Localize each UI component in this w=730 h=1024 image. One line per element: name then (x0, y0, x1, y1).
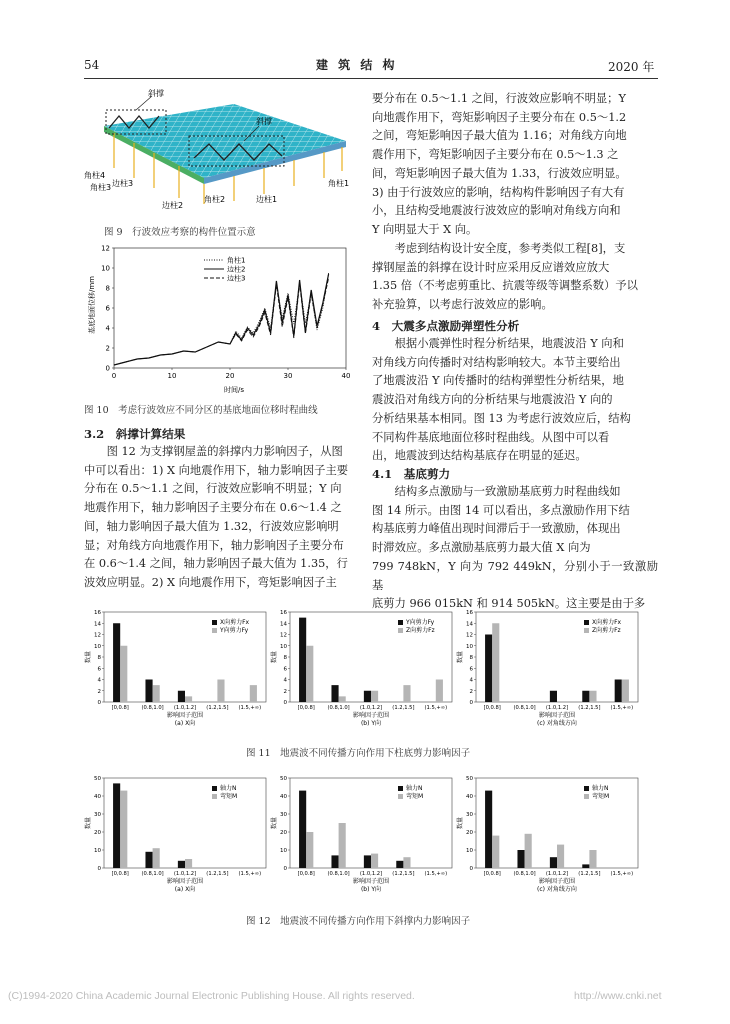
bar (185, 696, 192, 702)
left-column-text (84, 443, 360, 593)
bar-legend-label: 轴力N (592, 785, 609, 792)
bar-ytick-label: 14 (94, 621, 101, 628)
year: 2020 年 (608, 60, 655, 74)
bar (306, 832, 313, 868)
fig10-legend-label: 边柱2 (227, 265, 246, 274)
bar-legend-swatch (584, 794, 589, 799)
text-line: 时滞效应。多点激励基底剪力最大值 X 向为 (372, 541, 591, 555)
page-number: 54 (84, 58, 100, 72)
text-line: 震作用下，弯矩影响因子主要分布在 0.5～1.3 之 (372, 148, 619, 162)
bar-ytick-label: 50 (94, 776, 101, 782)
bar-ytick-label: 6 (97, 666, 101, 673)
bar-category-label: (0.8,1.0] (327, 871, 350, 877)
bar (492, 623, 499, 702)
bar-ytick-label: 12 (94, 632, 101, 639)
bar-ytick-label: 2 (283, 688, 287, 695)
bar-legend-swatch (212, 794, 217, 799)
text-line: 显；对角线方向地震作用下，轴力影响因子主要分布 (84, 538, 344, 552)
bar-ytick-label: 10 (466, 848, 473, 854)
bar-ytick-label: 0 (469, 700, 473, 706)
bar-ytick-label: 50 (466, 776, 473, 782)
fig12a-bar-chart (84, 772, 274, 904)
bar (299, 791, 306, 868)
text-line: 震波沿对角线方向的分析结果与地震波沿 Y 向的 (372, 393, 613, 407)
fig10-caption: 图 10 考虑行波效应不同分区的基底地面位移时程曲线 (84, 405, 318, 416)
bar-legend-swatch (398, 628, 403, 633)
fig10-xtick-label: 10 (167, 372, 177, 380)
bar-xlabel: 影响因子范围 (166, 712, 204, 719)
bar-ytick-label: 0 (283, 866, 287, 872)
bar-legend-swatch (398, 620, 403, 625)
bar (557, 845, 564, 868)
fig10-xtick-label: 40 (341, 372, 351, 380)
label-corner4: 角柱4 (84, 171, 106, 180)
bar-xlabel: 影响因子范围 (538, 878, 576, 885)
text-line: 间，弯矩影响因子最大值为 1.33，行波效应明显。 (372, 166, 627, 180)
bar-ytick-label: 10 (280, 643, 287, 650)
bar (217, 680, 224, 703)
fig10-series-line (114, 273, 329, 365)
bar (589, 691, 596, 702)
bar-ytick-label: 40 (280, 794, 287, 800)
fig10-ytick-label: 0 (105, 364, 110, 373)
text-line: 分布在 0.5～1.1 之间，行波效应影响不明显；Y 向 (84, 482, 342, 496)
text-line: 地震作用下，轴力影响因子主要分布在 0.6～1.4 之 (84, 501, 342, 515)
label-brace-right: 斜撑 (256, 117, 272, 126)
bar (371, 691, 378, 702)
bar-legend-label: 轴力N (220, 785, 237, 792)
bar (120, 791, 127, 868)
fig12b-bar-chart (270, 772, 460, 904)
bar-category-label: (0.8,1.0] (513, 705, 536, 711)
bar (403, 857, 410, 868)
bar (615, 680, 622, 703)
bar (550, 691, 557, 702)
label-side2: 边柱2 (162, 201, 184, 210)
bar-legend-swatch (584, 628, 589, 633)
bar-category-label: (0.8,1.0] (327, 705, 350, 711)
text-line: 了地震波沿 Y 向传播时的结构弹塑性分析结果，地 (372, 374, 624, 388)
fig11b-bar-chart (270, 606, 460, 738)
bar (436, 680, 443, 703)
bar-category-label: (1.5,+∞) (610, 871, 634, 877)
bar-subtitle: (a) X向 (174, 720, 196, 727)
fig10-ytick-label: 6 (105, 304, 110, 313)
bar (331, 685, 338, 702)
label-side3: 边柱3 (112, 179, 134, 188)
bar-ytick-label: 0 (469, 866, 473, 872)
bar-legend-label: 弯矩M (406, 793, 424, 800)
text-line: 间，轴力影响因子最大值为 1.32，行波效应影响明 (84, 519, 339, 533)
bar (371, 854, 378, 868)
text-line: 撑钢屋盖的斜撑在设计时应采用反应谱效应放大 (372, 260, 610, 274)
bar-legend-label: Y向剪力Fy (406, 619, 435, 626)
fig11c-bar-chart (456, 606, 646, 738)
bar (113, 623, 120, 702)
bar-ytick-label: 30 (466, 812, 473, 818)
bar-ytick-label: 0 (97, 866, 101, 872)
text-line: 构基底剪力峰值出现时间滞后于一致激励，体现出 (372, 522, 621, 536)
bar-ytick-label: 12 (280, 632, 287, 639)
bar-category-label: [0,0.8] (111, 705, 129, 711)
copyright-footer: (C)1994-2020 China Academic Journal Electronic Publishing House. All rights reserved. (8, 990, 415, 1002)
bar-subtitle: (a) X向 (174, 886, 196, 893)
bar-category-label: (1.0,1.2] (359, 705, 383, 711)
journal-title: 建 筑 结 构 (316, 58, 398, 72)
right-text-block-c (372, 335, 658, 466)
bar-category-label: (0.8,1.0] (141, 871, 164, 877)
text-line: 要分布在 0.5～1.1 之间，行波效应影响不明显；Y (372, 92, 626, 105)
bar-category-label: (1.0,1.2] (173, 871, 197, 877)
bar-xlabel: 影响因子范围 (166, 878, 204, 885)
bar-ytick-label: 10 (466, 643, 473, 650)
bar (178, 691, 185, 702)
label-brace-left: 斜撑 (148, 89, 164, 98)
fig9-structure-illustration (84, 86, 364, 216)
bar-ytick-label: 6 (283, 666, 287, 673)
bar-ytick-label: 20 (280, 830, 287, 836)
bar-category-label: [0,0.8] (483, 871, 501, 877)
bar-legend-label: X向剪力Fx (592, 619, 622, 626)
bar-xlabel: 影响因子范围 (352, 878, 390, 885)
bar (403, 685, 410, 702)
text-line: 补充验算，以考虑行波效应的影响。 (372, 298, 553, 312)
text-line: 结构多点激励与一致激励基底剪力时程曲线如 (372, 485, 621, 498)
label-corner2: 角柱2 (204, 195, 226, 204)
bar-category-label: (1.5,+∞) (610, 705, 634, 711)
bar-ytick-label: 8 (97, 655, 101, 661)
text-line: 底剪力 966 015kN 和 914 505kN。这主要是由于多 (372, 597, 646, 611)
text-line: 出，地震波到达结构基底存在明显的延迟。 (372, 449, 587, 463)
bar-ytick-label: 20 (466, 830, 473, 836)
bar-ylabel: 数量 (457, 650, 464, 664)
bar-legend-label: Z向剪力Fz (406, 627, 435, 634)
bar-category-label: [0,0.8] (111, 871, 129, 877)
bar-ytick-label: 2 (97, 688, 101, 695)
bar-ytick-label: 16 (280, 610, 287, 616)
fig10-xlabel: 时间/s (223, 386, 245, 394)
label-corner3: 角柱3 (90, 183, 112, 192)
bar-ytick-label: 16 (94, 610, 101, 616)
bar (517, 850, 524, 868)
bar-ytick-label: 8 (469, 655, 473, 661)
bar (485, 635, 492, 703)
bar-ylabel: 数量 (85, 650, 92, 664)
bar-subtitle: (c) 对角线方向 (537, 886, 577, 893)
bar-category-label: (1.2,1.5] (392, 871, 415, 877)
bar-ytick-label: 0 (283, 700, 287, 706)
text-line: 799 748kN，Y 向为 792 449kN，分别小于一致激励基 (372, 559, 658, 592)
header-rule (84, 78, 658, 79)
fig10-legend-label: 边柱3 (227, 274, 246, 283)
bar-category-label: (1.2,1.5] (206, 705, 229, 711)
bar (339, 823, 346, 868)
bar-ytick-label: 2 (469, 688, 473, 695)
bar-ylabel: 数量 (271, 650, 278, 664)
bar-category-label: [0,0.8] (297, 871, 315, 877)
bar-ytick-label: 10 (94, 643, 101, 650)
heading-4-1: 4.1 基底剪力 (372, 467, 451, 481)
bar-legend-swatch (212, 620, 217, 625)
bar (364, 691, 371, 702)
bar (582, 864, 589, 868)
bar-ytick-label: 50 (280, 776, 287, 782)
fig10-series-line (114, 278, 329, 365)
bar-category-label: (1.2,1.5] (578, 871, 601, 877)
bar-ytick-label: 0 (97, 700, 101, 706)
bar-ytick-label: 4 (283, 677, 287, 684)
bar (178, 861, 185, 868)
fig12-caption: 图 12 地震波不同传播方向作用下斜撑内力影响因子 (246, 916, 471, 927)
label-corner1: 角柱1 (328, 179, 350, 188)
bar (306, 646, 313, 702)
bar-ytick-label: 14 (280, 621, 287, 628)
bar (364, 855, 371, 868)
bar (396, 861, 403, 868)
bar-category-label: (1.5,+∞) (238, 871, 262, 877)
text-line: 在 0.6～1.4 之间，轴力影响因子最大值为 1.35，行 (84, 557, 348, 571)
bar-category-label: (0.8,1.0] (141, 705, 164, 711)
bar (145, 852, 152, 868)
cnki-url[interactable]: http://www.cnki.net (574, 990, 662, 1002)
bar-ytick-label: 14 (466, 621, 473, 628)
text-line: 3) 由于行波效应的影响，结构构件影响因子有大有 (372, 185, 625, 199)
bar-ytick-label: 8 (283, 655, 287, 661)
text-line: 波效应明显。2) X 向地震作用下，弯矩影响因子主 (84, 575, 337, 589)
fig10-legend-label: 角柱1 (227, 256, 246, 265)
right-text-block-a (372, 90, 658, 240)
bar-ytick-label: 12 (466, 632, 473, 639)
bar-legend-swatch (398, 794, 403, 799)
text-line: Y 向明显大于 X 向。 (372, 222, 478, 236)
text-line: 不同构件基底地面位移时程曲线。从图中可以看 (372, 430, 610, 444)
bar-category-label: (1.2,1.5] (392, 705, 415, 711)
text-line: 向地震作用下，弯矩影响因子主要分布在 0.5～1.2 (372, 110, 627, 124)
bar (153, 848, 160, 868)
bar (299, 618, 306, 702)
text-line: 小，且结构受地震波行波效应的影响对角线方向和 (372, 204, 621, 218)
bar-legend-swatch (212, 786, 217, 791)
bar-legend-label: X向剪力Fx (220, 619, 250, 626)
fig10-line-chart (84, 240, 364, 395)
bar-legend-label: Y向剪力Fy (220, 627, 249, 634)
roof-grid (104, 104, 346, 178)
text-line: 中可以看出：1) X 向地震作用下，轴力影响因子主要 (84, 463, 349, 477)
bar (120, 646, 127, 702)
bar-category-label: (1.5,+∞) (424, 705, 448, 711)
bar-legend-label: 弯矩M (220, 793, 238, 800)
bar (589, 850, 596, 868)
bar-ylabel: 数量 (85, 816, 92, 830)
bar (582, 691, 589, 702)
fig10-xtick-label: 20 (225, 372, 235, 380)
bar (185, 859, 192, 868)
bar-category-label: (1.5,+∞) (424, 871, 448, 877)
bar-ytick-label: 10 (280, 848, 287, 854)
fig9-caption: 图 9 行波效应考察的构件位置示意 (104, 227, 256, 238)
label-side1: 边柱1 (256, 195, 278, 204)
bar-legend-swatch (584, 786, 589, 791)
bar (331, 855, 338, 868)
bar-category-label: (1.0,1.2] (545, 705, 569, 711)
bar-xlabel: 影响因子范围 (538, 712, 576, 719)
bar-ytick-label: 40 (466, 794, 473, 800)
bar-ytick-label: 6 (469, 666, 473, 673)
bar-ytick-label: 20 (94, 830, 101, 836)
bar-legend-label: Z向剪力Fz (592, 627, 621, 634)
bar-ylabel: 数量 (457, 816, 464, 830)
bar-ylabel: 数量 (271, 816, 278, 830)
bar-subtitle: (b) Y向 (360, 720, 382, 727)
bar-category-label: (1.0,1.2] (545, 871, 569, 877)
text-line: 1.35 倍（不考虑剪重比、抗震等级等调整系数）予以 (372, 279, 638, 293)
fig10-series-line (114, 274, 329, 365)
fig10-xtick-label: 0 (111, 372, 117, 380)
bar-subtitle: (c) 对角线方向 (537, 720, 577, 727)
fig10-ylabel: 基底地面位移/mm (88, 276, 96, 334)
text-line: 图 14 所示。由图 14 可以看出，多点激励作用下结 (372, 503, 630, 517)
bar (113, 783, 120, 868)
heading-3-2: 3.2 斜撑计算结果 (84, 427, 186, 441)
bar-legend-swatch (212, 628, 217, 633)
bar (339, 696, 346, 702)
bar-category-label: [0,0.8] (483, 705, 501, 711)
bar (485, 791, 492, 868)
bar (250, 685, 257, 702)
bar-ytick-label: 30 (280, 812, 287, 818)
fig10-xtick-label: 30 (283, 372, 293, 380)
bar-legend-label: 轴力N (406, 785, 423, 792)
bar (153, 685, 160, 702)
bar-category-label: (1.5,+∞) (238, 705, 262, 711)
bar-legend-swatch (398, 786, 403, 791)
fig11a-bar-chart (84, 606, 274, 738)
bar-plot-frame (104, 778, 266, 868)
text-line: 考虑到结构设计安全度，参考类似工程[8]，支 (372, 242, 626, 255)
fig10-ytick-label: 8 (105, 284, 110, 293)
bar-xlabel: 影响因子范围 (352, 712, 390, 719)
text-line: 图 12 为支撑钢屋盖的斜撑内力影响因子，从图 (84, 445, 343, 458)
right-text-block-b (372, 240, 658, 315)
bar-legend-swatch (584, 620, 589, 625)
text-line: 分析结果基本相同。图 13 为考虑行波效应后，结构 (372, 411, 631, 425)
bar-ytick-label: 4 (469, 677, 473, 684)
fig10-ytick-label: 4 (105, 324, 110, 333)
fig10-ytick-label: 10 (101, 264, 110, 273)
fig10-ytick-label: 2 (105, 344, 110, 353)
heading-4: 4 大震多点激励弹塑性分析 (372, 319, 520, 333)
bar-subtitle: (b) Y向 (360, 886, 382, 893)
bar (525, 834, 532, 868)
text-line: 对角线方向传播时对结构影响较大。本节主要给出 (372, 355, 621, 369)
bar-ytick-label: 30 (94, 812, 101, 818)
bar-ytick-label: 40 (94, 794, 101, 800)
right-text-block-d (372, 483, 658, 614)
bar-category-label: (1.0,1.2] (173, 705, 197, 711)
text-line: 根据小震弹性时程分析结果，地震波沿 Y 向和 (372, 337, 624, 350)
bar-category-label: (1.2,1.5] (578, 705, 601, 711)
text-line: 之间，弯矩影响因子最大值为 1.16；对角线方向地 (372, 129, 627, 143)
bar-ytick-label: 16 (466, 610, 473, 616)
bar (492, 836, 499, 868)
fig10-ytick-label: 12 (101, 244, 110, 253)
bar-category-label: (1.2,1.5] (206, 871, 229, 877)
bar-legend-label: 弯矩M (592, 793, 610, 800)
bar-category-label: (0.8,1.0] (513, 871, 536, 877)
bar-category-label: (1.0,1.2] (359, 871, 383, 877)
bar (550, 857, 557, 868)
fig12c-bar-chart (456, 772, 646, 904)
bar-ytick-label: 4 (97, 677, 101, 684)
fig11-caption: 图 11 地震波不同传播方向作用下柱底剪力影响因子 (246, 748, 471, 759)
bar (145, 680, 152, 703)
bar (622, 680, 629, 703)
bar-category-label: [0,0.8] (297, 705, 315, 711)
bar-ytick-label: 10 (94, 848, 101, 854)
